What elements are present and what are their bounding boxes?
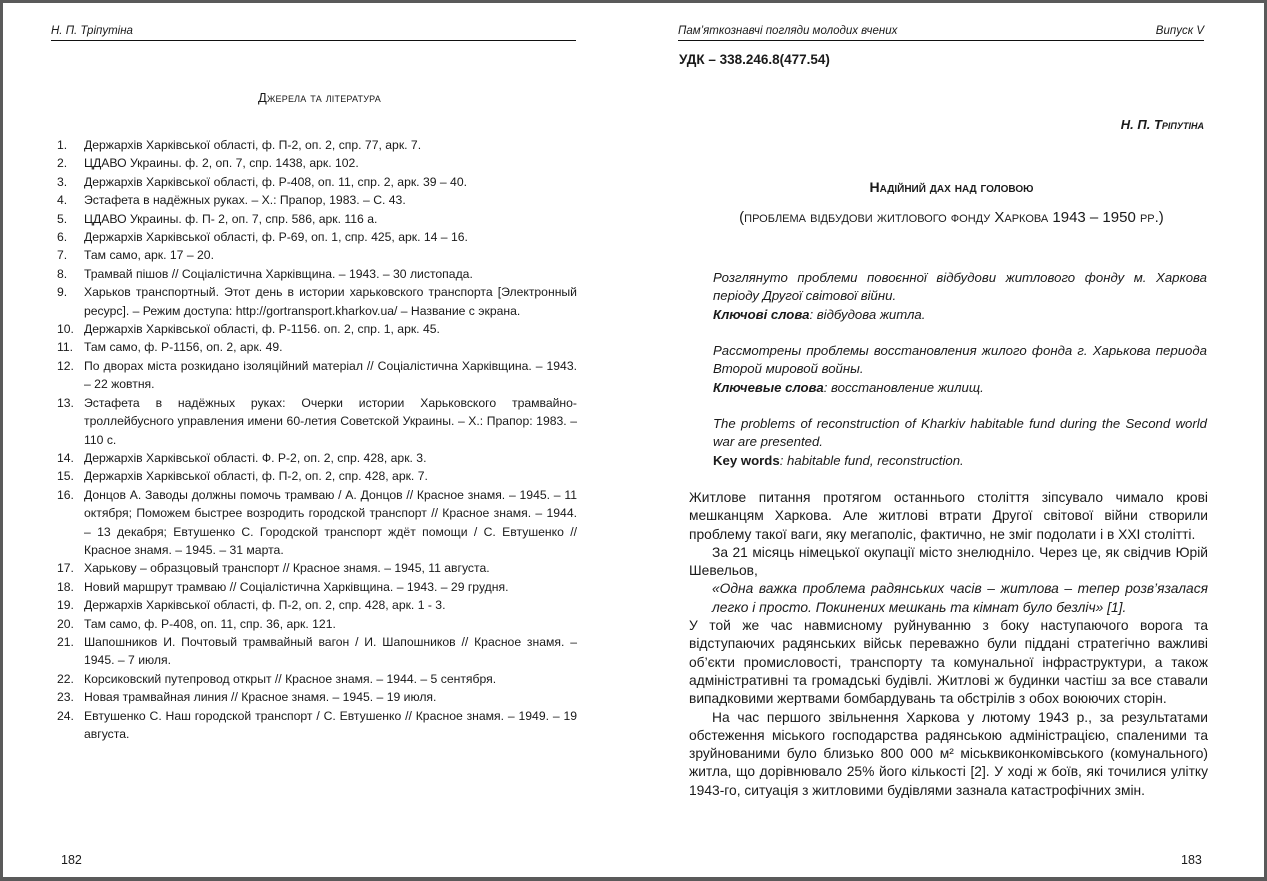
reference-item: [57, 394, 577, 449]
reference-text: Новая трамвайная линия // Красное знамя. – 1945. – 19 июля.: [84, 690, 437, 705]
reference-item: [57, 688, 577, 706]
keywords: : восстановление жилищ.: [823, 379, 984, 395]
reference-text: Шапошников И. Почтовый трамвайный вагон / И. Шапошников // Красное знамя. – 1945. – 7 июля.: [84, 634, 577, 668]
reference-text: Держархів Харківської області, ф. П-2, оп. 2, спр. 77, арк. 7.: [84, 138, 422, 152]
abstract-text: Рассмотрены проблемы восстановления жилого фонда г. Харькова периода Второй мировой войны.: [713, 343, 1207, 377]
reference-text: Держархів Харківської області, ф. П-2, оп. 2, спр. 428, арк. 1 - 3.: [84, 598, 446, 613]
running-head-issue: Випуск V: [1155, 25, 1204, 37]
reference-item: [57, 338, 577, 356]
reference-text: Там само, ф. Р-408, оп. 11, спр. 36, арк. 121.: [84, 616, 336, 631]
reference-item: [57, 246, 577, 264]
reference-text: ЦДАВО Украины. ф. П- 2, оп. 7, спр. 586, арк. 116 а.: [84, 211, 378, 226]
references-list: [57, 136, 577, 743]
running-head-author: Н. П. Тріпутіна: [51, 25, 133, 37]
reference-number: 3.: [57, 174, 68, 189]
reference-item: [57, 173, 577, 191]
reference-text: Эстафета в надёжных руках. – Х.: Прапор, 1983. – С. 43.: [84, 193, 406, 208]
reference-item: [57, 670, 577, 688]
body-paragraph: На час першого звільнення Харкова у лютому 1943 р., за результатами обстеження міського господарства радянською адміністрацією, спаленими та зруйнованими було близько 800 000 м² міськвиконкомівського (комунального) житла, що дорівнювало 25% його кількості [2]. У ході ж боїв, які точилися улітку 1943-го, ситуація з житловими будівлями зазнала катастрофічних змін.: [689, 709, 1208, 798]
reference-text: Держархів Харківської області, ф. Р-408, оп. 11, спр. 2, арк. 39 – 40.: [84, 174, 467, 189]
reference-item: [57, 320, 577, 338]
abstract-text: The problems of reconstruction of Kharkiv habitable fund during the Second world war are presented.: [713, 416, 1207, 450]
right-page: [636, 3, 1267, 877]
reference-number: 2.: [57, 156, 68, 171]
reference-text: Харькову – образцовый транспорт // Красное знамя. – 1945, 11 августа.: [84, 561, 490, 576]
page-number: 183: [1181, 853, 1202, 867]
reference-item: [57, 357, 577, 394]
running-head-right-page: [678, 25, 1204, 41]
reference-number: 9.: [57, 285, 68, 300]
reference-number: 24.: [57, 708, 74, 723]
article-body: [689, 489, 1208, 800]
reference-item: [57, 559, 577, 577]
running-head-left-page: [51, 25, 576, 41]
reference-number: 19.: [57, 598, 74, 613]
body-paragraph: Житлове питання протягом останнього століття зіпсувало чимало крові мешканцям Харкова. Але житлові втрати Другої світової війни створили проблему такої ваги, яку мегаполіс, фактично, не зміг подолати і в ХХІ столітті.: [689, 490, 1208, 542]
article-title: Надійний дах над головою: [869, 179, 1034, 195]
reference-item: [57, 191, 577, 209]
section-title: Джерела та література: [258, 90, 381, 105]
udk-code: УДК – 338.246.8(477.54): [679, 52, 830, 67]
reference-number: 5.: [57, 211, 68, 226]
block-quote: «Одна важка проблема радянських часів – житлова – тепер розв’язалася легко і просто. Покинених мешкань та кімнат було безліч» [1].: [712, 581, 1208, 615]
reference-number: 13.: [57, 395, 74, 410]
reference-item: [57, 578, 577, 596]
reference-text: Держархів Харківської області. Ф. Р-2, оп. 2, спр. 428, арк. 3.: [84, 450, 427, 465]
body-paragraph: У той же час навмисному руйнуванню з боку наступаючого ворога та відступаючих радянських військ переважно були піддані стратегічно важливі об’єкти промисловості, транспорту та комунальної інфраструктури, а також адміністративні та громадські будівлі. Житлові ж будинки частіш за все ставали випадковими жертвами бомбардувань та обстрілів з обох воюючих сторін.: [689, 618, 1208, 707]
reference-number: 20.: [57, 616, 74, 631]
reference-number: 11.: [57, 340, 74, 355]
reference-item: [57, 449, 577, 467]
reference-item: [57, 707, 577, 744]
reference-number: 6.: [57, 230, 68, 245]
reference-number: 7.: [57, 248, 68, 263]
keywords: : habitable fund, reconstruction.: [779, 452, 964, 468]
left-page: [3, 3, 636, 877]
reference-text: Корсиковский путепровод открыт // Красное знамя. – 1944. – 5 сентября.: [84, 671, 497, 686]
reference-text: Эстафета в надёжных руках: Очерки истории Харьковского трамвайно-троллейбусного управления имени 60-летия Советской Украины. – Х.: Прапор: 1983. – 110 с.: [84, 395, 577, 447]
keywords: : відбудова житла.: [809, 306, 926, 322]
reference-number: 1.: [57, 138, 68, 152]
reference-text: Там само, арк. 17 – 20.: [84, 248, 214, 263]
reference-text: Держархів Харківської області, ф. Р-69, оп. 1, спр. 425, арк. 14 – 16.: [84, 230, 468, 245]
reference-text: По дворах міста розкидано ізоляційний матеріал // Соціалістична Харківщина. – 1943. – 22 жовтня.: [84, 358, 577, 392]
keywords-label: Ключевые слова: [713, 379, 824, 395]
running-head-journal: Пам’яткознавчі погляди молодих вчених: [678, 25, 898, 37]
reference-item: [57, 283, 577, 320]
reference-text: Новий маршрут трамваю // Соціалістична Харківщина. – 1943. – 29 грудня.: [84, 579, 509, 594]
reference-item: [57, 228, 577, 246]
reference-item: [57, 265, 577, 283]
reference-text: Харьков транспортный. Этот день в истории харьковского транспорта [Электронный ресурс]. – Режим доступа: http://gortransport.kharkov.ua/ – Название с экрана.: [84, 285, 577, 318]
article-subtitle: (проблема відбудови житлового фонду Харкова 1943 – 1950 рр.): [739, 209, 1164, 226]
reference-item: [57, 615, 577, 633]
abstract-text: Розглянуто проблеми повоєнної відбудови житлового фонду м. Харкова періоду Другої світової війни.: [713, 270, 1207, 304]
reference-text: Там само, ф. Р-1156, оп. 2, арк. 49.: [84, 340, 283, 355]
reference-number: 10.: [57, 322, 74, 337]
reference-text: Держархів Харківської області, ф. П-2, оп. 2, спр. 428, арк. 7.: [84, 469, 428, 484]
reference-item: [57, 467, 577, 485]
reference-text: Держархів Харківської області, ф. Р-1156. оп. 2, спр. 1, арк. 45.: [84, 322, 440, 337]
reference-number: 4.: [57, 193, 68, 208]
reference-item: [57, 633, 577, 670]
reference-number: 12.: [57, 358, 74, 373]
reference-number: 8.: [57, 266, 68, 281]
abstract-russian: [713, 342, 1207, 397]
keywords-label: Key words: [713, 452, 780, 468]
reference-item: [57, 596, 577, 614]
abstract-english: [713, 415, 1207, 470]
abstract-ukrainian: [713, 269, 1207, 324]
reference-number: 23.: [57, 690, 74, 705]
article-author: Н. П. Тріпутіна: [1120, 117, 1204, 132]
reference-item: [57, 486, 577, 560]
reference-number: 17.: [57, 561, 74, 576]
reference-number: 21.: [57, 634, 74, 649]
reference-text: Евтушенко С. Наш городской транспорт / С. Евтушенко // Красное знамя. – 1949. – 19 августа.: [84, 708, 577, 741]
reference-number: 16.: [57, 487, 74, 502]
body-paragraph: За 21 місяць німецької окупації місто знелюдніло. Через це, як свідчив Юрій Шевельов,: [689, 544, 1208, 579]
reference-item: [57, 154, 577, 172]
reference-number: 22.: [57, 671, 74, 686]
reference-number: 18.: [57, 579, 74, 594]
reference-text: Донцов А. Заводы должны помочь трамваю / А. Донцов // Красное знамя. – 1945. – 11 октября; Поможем быстрее возродить городской транспорт // Красное знамя. – 1944. – 13 декабря; Евтушенко С. Городской транспорт ждёт помощи / С. Евтушенко // Красное знамя. – 1945. – 31 марта.: [84, 487, 577, 557]
page-number: 182: [61, 853, 82, 867]
reference-number: 15.: [57, 469, 74, 484]
reference-number: 14.: [57, 450, 74, 465]
reference-text: ЦДАВО Украины. ф. 2, оп. 7, спр. 1438, арк. 102.: [84, 156, 359, 171]
reference-item: [57, 136, 577, 154]
keywords-label: Ключові слова: [713, 306, 810, 322]
reference-text: Трамвай пішов // Соціалістична Харківщина. – 1943. – 30 листопада.: [84, 266, 473, 281]
reference-item: [57, 210, 577, 228]
